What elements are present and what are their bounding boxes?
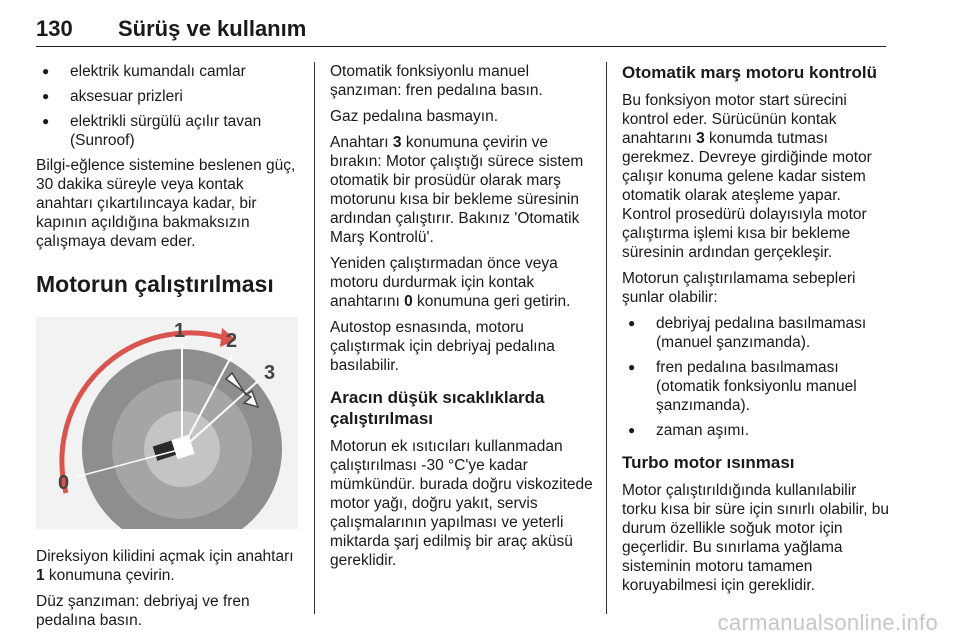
list-item: ● debriyaj pedalına basılmaması (manuel şanzımanda). bbox=[622, 314, 890, 352]
list-item: ● zaman aşımı. bbox=[622, 421, 890, 440]
column-1 bbox=[36, 62, 298, 637]
text-span: konumuna çevirin. bbox=[44, 567, 175, 584]
page-number: 130 bbox=[36, 16, 73, 41]
text-span: konumda tutması gerekmez. Devreye girdiğinde motor çalışır konuma gelene kadar sistem otomatik olarak ateşleme yapar. Kontrol prosedürü dolayısıyla motor çalıştırma işlemi kısa bir bekleme süresinin ardından gerçekleşir. bbox=[622, 130, 872, 261]
text-span: konumuna geri getirin. bbox=[412, 293, 571, 310]
bullet-list-failure-reasons bbox=[622, 314, 890, 440]
position-label-2: 2 bbox=[226, 330, 238, 352]
section-heading-auto-starter: Otomatik marş motoru kontrolü bbox=[622, 63, 878, 82]
paragraph-start-failure-reasons: Motorun çalıştırılamama sebepleri şunlar olabilir: bbox=[622, 270, 856, 306]
bold-text: 0 bbox=[404, 293, 413, 310]
paragraph-steering-lock bbox=[36, 547, 298, 585]
column-3 bbox=[622, 62, 890, 602]
paragraph-manual-transmission: Düz şanzıman: debriyaj ve fren pedalına basın. bbox=[36, 593, 250, 629]
list-item: ● aksesuar prizleri bbox=[36, 87, 298, 106]
column-divider-1 bbox=[314, 62, 315, 614]
page-header bbox=[36, 10, 886, 47]
list-item: ● fren pedalına basılmaması (otomatik fonksiyonlu manuel şanzımanda). bbox=[622, 358, 890, 415]
section-heading-engine-start: Motorun çalıştırılması bbox=[36, 271, 274, 297]
text-span: Anahtarı bbox=[330, 134, 393, 151]
bold-text: 3 bbox=[696, 130, 705, 147]
paragraph-power-info: Bilgi-eğlence sistemine beslenen güç, 30 dakika süreyle veya kontak anahtarı çıkartılıncaya kadar, bir kapının açıldığına bakmaksızın çalışmaya devam eder. bbox=[36, 157, 296, 250]
position-label-0: 0 bbox=[58, 472, 70, 494]
paragraph-turbo-warmup: Motor çalıştırıldığında kullanılabilir torku kısa bir süre için sınırlı olabilir, bu durum özellikle soğuk motor için geçerlidir. Bu sınırlama yağlama sisteminin motoru tamamen koruyabilmesi için gereklidir. bbox=[622, 482, 890, 594]
paragraph-autostop: Autostop esnasında, motoru çalıştırmak için debriyaj pedalına basılabilir. bbox=[330, 319, 555, 374]
position-label-1: 1 bbox=[174, 320, 186, 342]
bullet-list-powered-items bbox=[36, 62, 298, 150]
column-2 bbox=[330, 62, 598, 577]
list-item: ● elektrikli sürgülü açılır tavan (Sunroof) bbox=[36, 112, 298, 150]
paragraph-automatic-manual: Otomatik fonksiyonlu manuel şanzıman: fren pedalına basın. bbox=[330, 63, 543, 99]
section-heading-cold-start: Aracın düşük sıcaklıklarda çalıştırılması bbox=[330, 388, 545, 428]
paragraph-no-gas: Gaz pedalına basmayın. bbox=[330, 108, 499, 125]
position-label-3: 3 bbox=[264, 362, 276, 384]
section-heading-turbo-warmup: Turbo motor ısınması bbox=[622, 453, 795, 472]
watermark-text: carmanualsonline.info bbox=[717, 610, 938, 635]
paragraph-turn-key-3 bbox=[330, 133, 598, 247]
paragraph-cold-start: Motorun ek ısıtıcıları kullanmadan çalıştırılması -30 °C'ye kadar mümkündür. burada doğru viskozitede motor yağı, doğru yakıt, servis çalışmalarının yapılması ve yeterli miktarda şarj edilmiş bir araç aküsü gereklidir. bbox=[330, 438, 593, 569]
chapter-title: Sürüş ve kullanım bbox=[118, 16, 307, 41]
ignition-switch-illustration bbox=[36, 317, 298, 529]
text-span: Direksiyon kilidini açmak için anahtarı bbox=[36, 548, 294, 565]
column-divider-2 bbox=[606, 62, 607, 614]
bold-text: 3 bbox=[392, 134, 402, 151]
text-span: Yeniden çalıştırmadan önce veya motoru durdurmak için kontak anahtarını bbox=[330, 255, 558, 310]
text-span: konumuna çevirin ve bırakın: Motor çalıştığı sürece sistem otomatik bir prosüdür olarak marş motorunu kısa bir bekleme süresinin ardından çalıştırır. Bakınız 'Otomatik Marş Kontrolü'. bbox=[330, 134, 584, 246]
bold-text: 1 bbox=[36, 567, 45, 584]
paragraph-return-key-0 bbox=[330, 254, 598, 311]
ignition-key-figure bbox=[36, 317, 298, 529]
paragraph-auto-starter bbox=[622, 91, 890, 262]
list-item: ● elektrik kumandalı camlar bbox=[36, 62, 298, 81]
text-span: Bu fonksiyon motor start sürecini kontrol eder. Sürücünün kontak anahtarını bbox=[622, 92, 847, 147]
